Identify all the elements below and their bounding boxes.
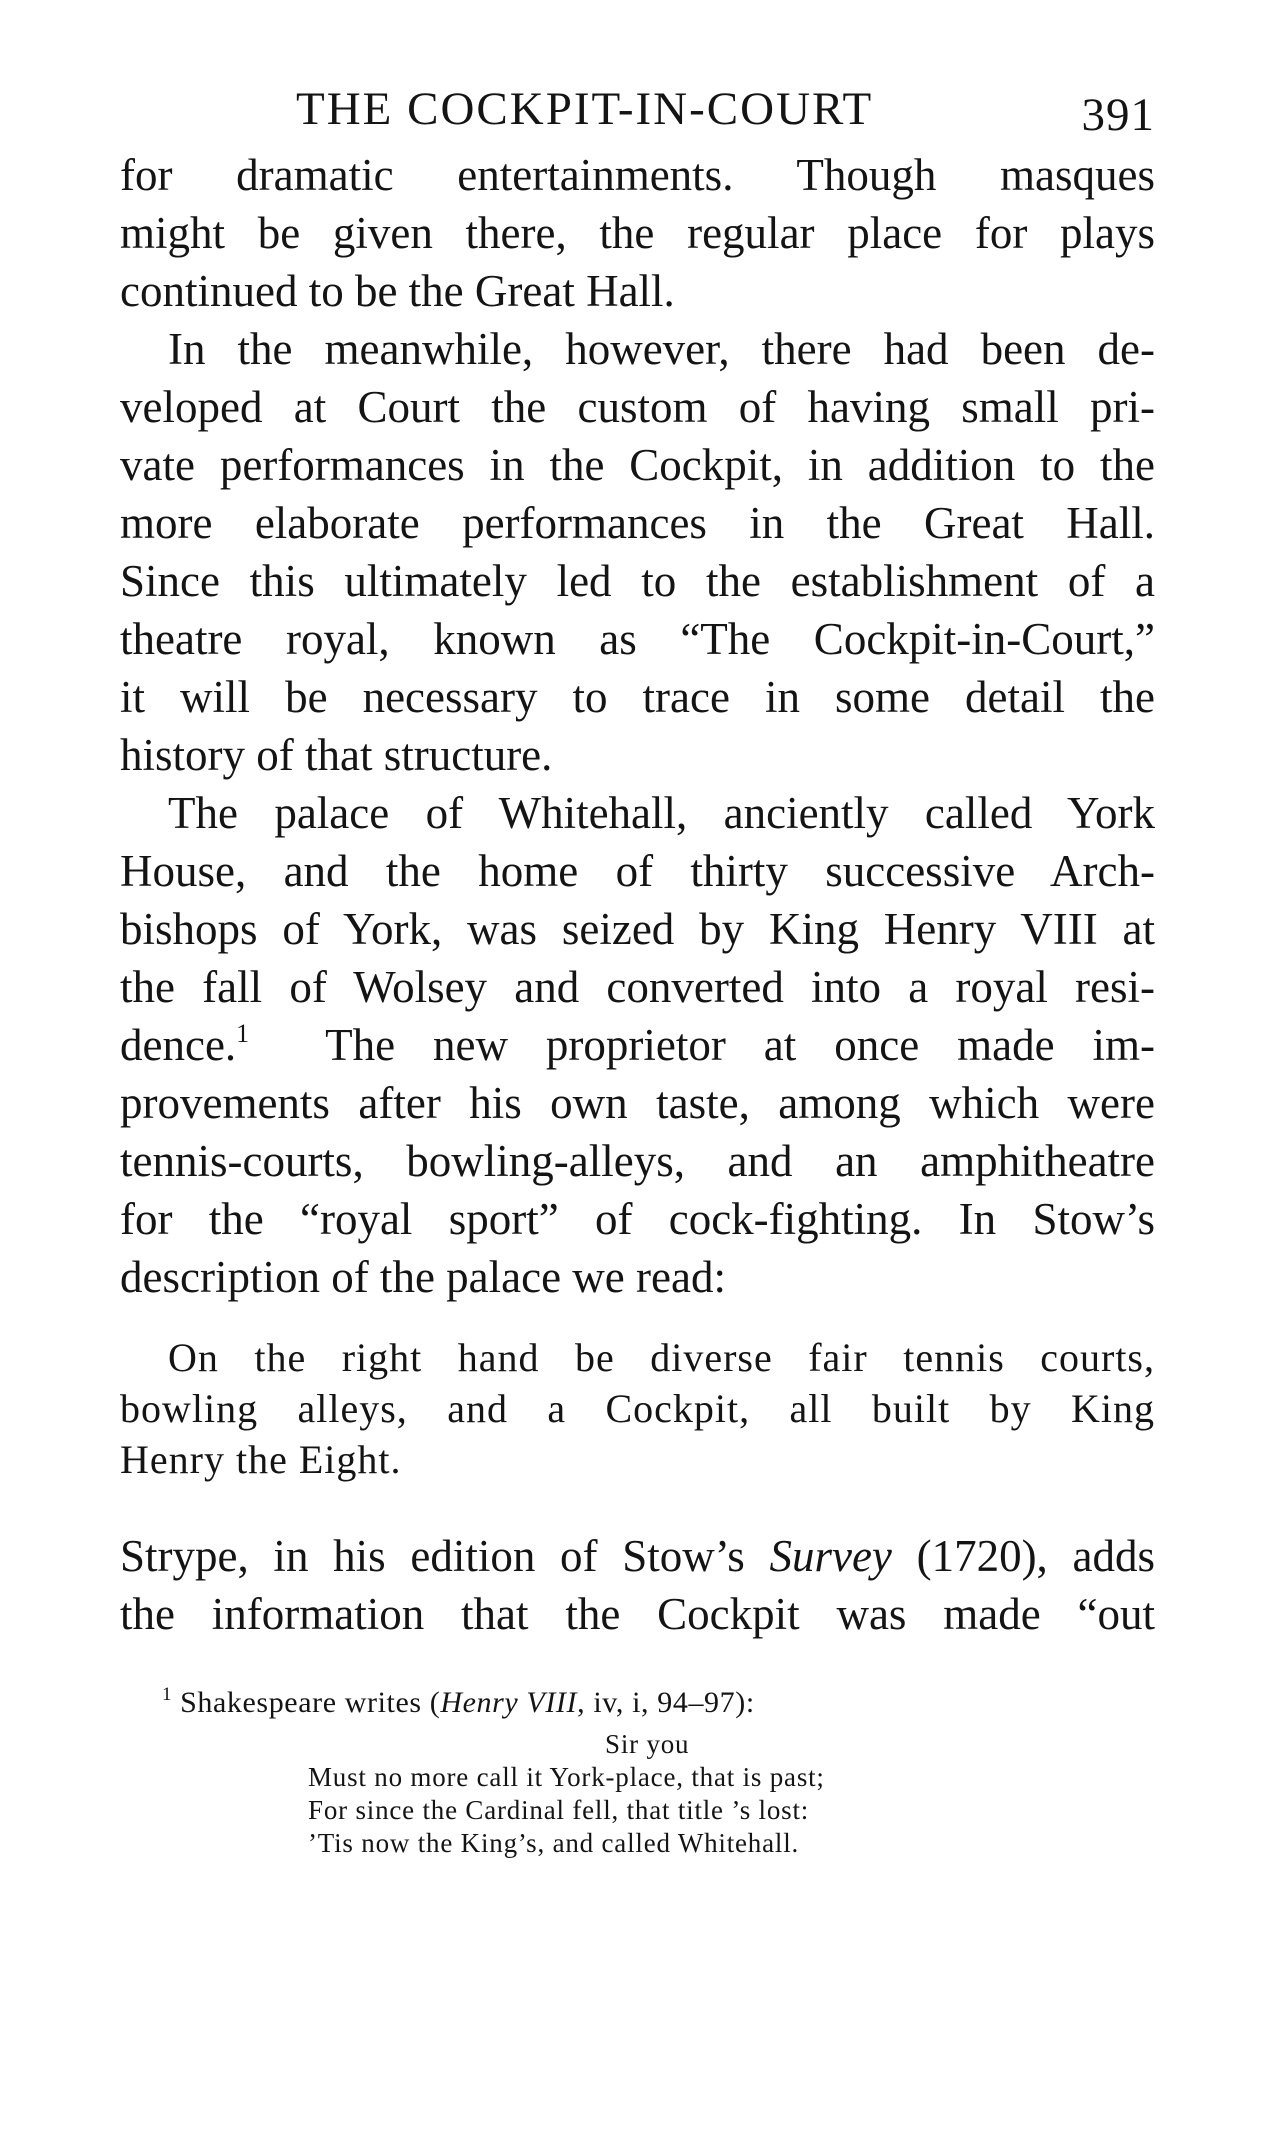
text-line: bishops of York, was seized by King Henry VIII at <box>120 904 1155 954</box>
paragraph-2 <box>120 320 1155 784</box>
text-line: might be given there, the regular place for plays <box>120 208 1155 258</box>
verse-line: Must no more call it York-place, that is past; <box>308 1762 825 1792</box>
text-fragment: dence. <box>120 1020 237 1070</box>
text-fragment: The new proprietor at once made im- <box>325 1020 1155 1070</box>
footnote-number: 1 <box>162 1684 173 1705</box>
text-fragment: Strype, in his edition of Stow’s <box>120 1531 770 1581</box>
text-line: more elaborate performances in the Great Hall. <box>120 498 1155 548</box>
footnotes <box>120 1683 1155 1860</box>
text-line: veloped at Court the custom of having small pri- <box>120 382 1155 432</box>
text-line: tennis-courts, bowling-alleys, and an amphitheatre <box>120 1136 1155 1186</box>
text-line: history of that structure. <box>120 730 553 780</box>
quote-line: bowling alleys, and a Cockpit, all built by King <box>120 1386 1155 1431</box>
text-line: House, and the home of thirty successive Arch- <box>120 846 1155 896</box>
footnote-text: Shakespeare writes ( <box>180 1686 441 1719</box>
text-line: for the “royal sport” of cock-fighting. In Stow’s <box>120 1194 1155 1244</box>
text-line: the fall of Wolsey and converted into a royal resi- <box>120 962 1155 1012</box>
text-line: The palace of Whitehall, anciently called York <box>168 788 1155 838</box>
page-number: 391 <box>1081 89 1155 141</box>
body-text <box>120 146 1155 1643</box>
quote-line: On the right hand be diverse fair tennis courts, <box>168 1335 1155 1380</box>
block-quote <box>120 1332 1155 1485</box>
text-line: In the meanwhile, however, there had been de- <box>168 324 1155 374</box>
running-title: THE COCKPIT-IN-COURT <box>296 83 874 135</box>
verse-line: For since the Cardinal fell, that title ’s lost: <box>308 1795 810 1825</box>
book-title: Survey <box>769 1531 892 1581</box>
text-fragment: (1720), adds <box>891 1531 1155 1581</box>
text-line: Since this ultimately led to the establishment of a <box>120 556 1155 606</box>
paragraph-4 <box>120 1527 1155 1643</box>
footnote-work-title: Henry VIII <box>440 1686 578 1719</box>
text-line: vate performances in the Cockpit, in addition to the <box>120 440 1155 490</box>
footnote-1 <box>120 1683 1155 1722</box>
text-line <box>120 1527 1155 1585</box>
text-line: description of the palace we read: <box>120 1252 726 1302</box>
text-line: for dramatic entertainments. Though masques <box>120 150 1155 200</box>
running-head <box>120 72 1155 146</box>
quote-line: Henry the Eight. <box>120 1437 402 1482</box>
book-page <box>120 72 1155 1860</box>
text-line: continued to be the Great Hall. <box>120 266 675 316</box>
paragraph-3 <box>120 784 1155 1306</box>
text-line: provements after his own taste, among which were <box>120 1078 1155 1128</box>
text-line: the information that the Cockpit was made “out <box>120 1589 1155 1639</box>
paragraph-1 <box>120 146 1155 320</box>
verse-line: ’Tis now the King’s, and called Whitehall. <box>308 1828 800 1858</box>
text-line <box>120 1016 1155 1074</box>
footnote-marker[interactable]: 1 <box>236 1019 250 1048</box>
text-line: it will be necessary to trace in some detail the <box>120 672 1155 722</box>
verse-line: Sir you <box>605 1729 690 1759</box>
footnote-citation: , iv, i, 94–97): <box>577 1686 755 1719</box>
footnote-verse <box>120 1728 1155 1860</box>
text-line: theatre royal, known as “The Cockpit-in-Court,” <box>120 614 1155 664</box>
